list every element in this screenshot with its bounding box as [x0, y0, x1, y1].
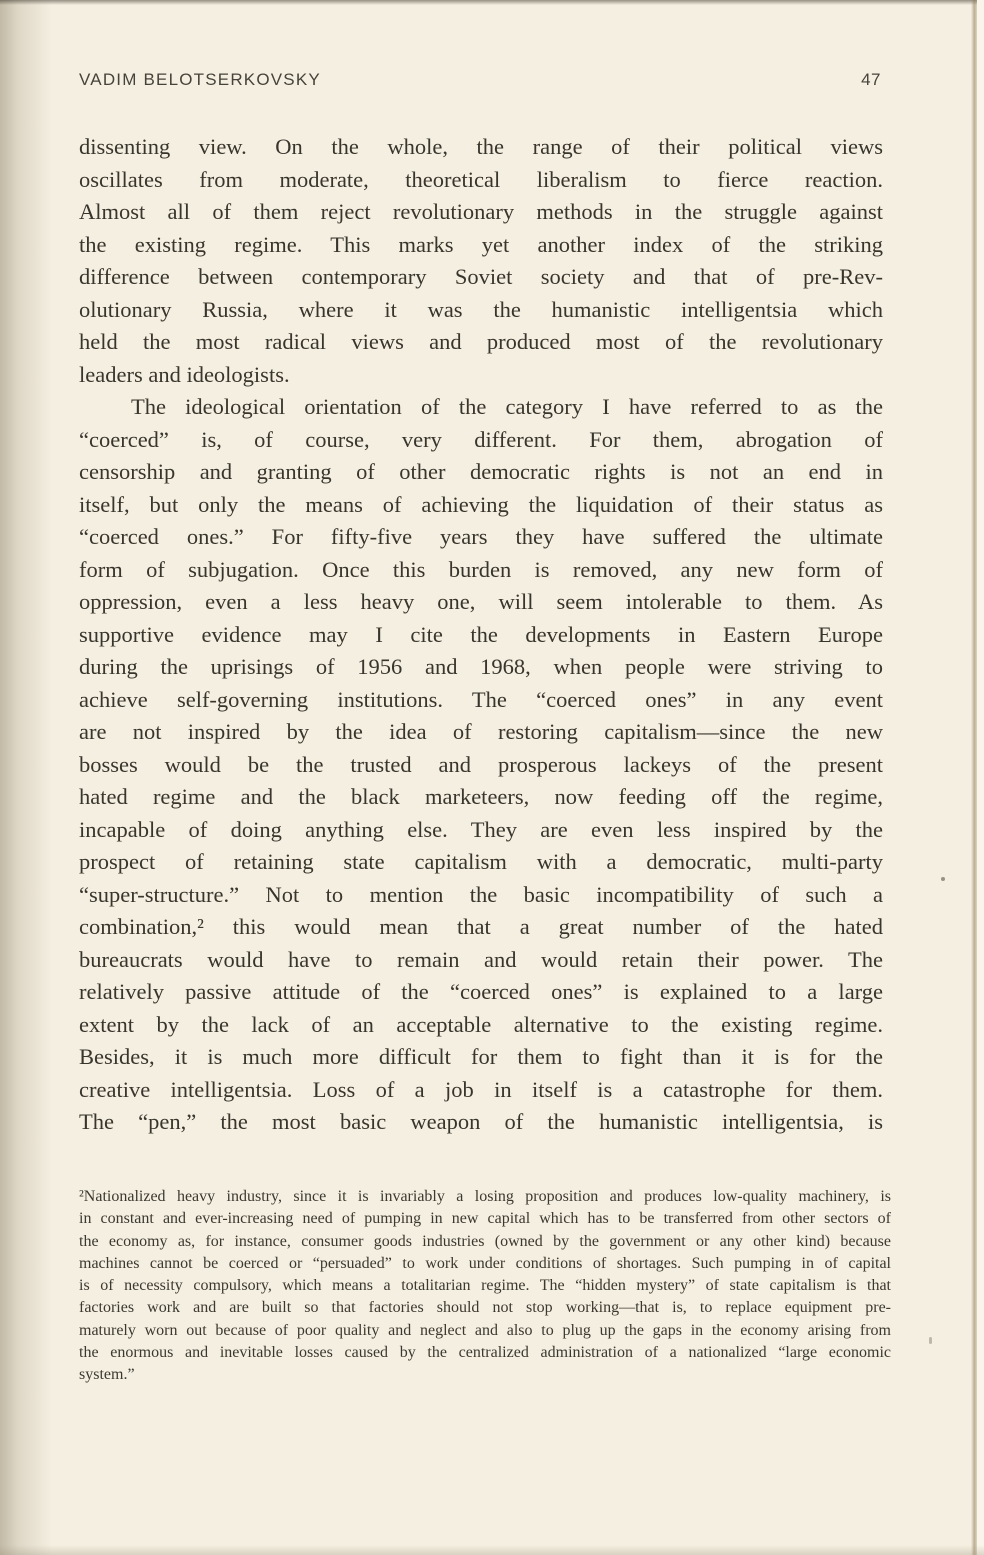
text-line: system.” — [79, 1366, 135, 1384]
text-line: ²Nationalized heavy industry, since it is invariably a losing proposition and produces low-quality machinery, is — [79, 1188, 891, 1205]
text-line: censorship and granting of other democratic rights is not an end in — [79, 459, 883, 484]
paragraph — [79, 131, 883, 391]
text-line: is of necessity compulsory, which means a totalitarian regime. The “hidden mystery” of state capitalism is that — [79, 1277, 891, 1295]
text-line: the existing regime. This marks yet another index of the striking — [79, 231, 883, 257]
text-line: oscillates from moderate, theoretical liberalism to fierce reaction. — [79, 166, 883, 192]
print-speck — [941, 877, 945, 881]
text-line: Besides, it is much more difficult for them to fight than it is for the — [79, 1044, 883, 1069]
print-speck — [929, 1337, 932, 1344]
text-line: are not inspired by the idea of restoring capitalism—since the new — [79, 719, 883, 744]
page-top-edge-shadow — [0, 0, 984, 5]
text-line: The ideological orientation of the category I have referred to as the — [131, 394, 883, 419]
author-name: VADIM BELOTSERKOVSKY — [79, 70, 321, 89]
text-line: “coerced ones.” For fifty-five years they have suffered the ultimate — [79, 524, 883, 549]
footnote-block — [79, 1186, 891, 1387]
running-header — [79, 70, 881, 90]
text-line: creative intelligentsia. Loss of a job in itself is a catastrophe for them. — [79, 1076, 883, 1102]
page-right-edge-line — [971, 0, 977, 1555]
text-line: supportive evidence may I cite the developments in Eastern Europe — [79, 621, 883, 647]
text-line: held the most radical views and produced most of the revolutionary — [79, 329, 883, 354]
text-line: itself, but only the means of achieving the liquidation of their status as — [79, 491, 883, 517]
text-line: achieve self-governing institutions. The “coerced ones” in any event — [79, 686, 883, 712]
text-line: during the uprisings of 1956 and 1968, when people were striving to — [79, 654, 883, 679]
text-line: incapable of doing anything else. They are even less inspired by the — [79, 816, 883, 842]
page-number: 47 — [861, 70, 881, 89]
text-line: the economy as, for instance, consumer goods industries (owned by the government or any other kind) because — [79, 1232, 891, 1250]
text-line: leaders and ideologists. — [79, 361, 290, 387]
text-line: form of subjugation. Once this burden is removed, any new form of — [79, 556, 883, 582]
text-line: hated regime and the black marketeers, now feeding off the regime, — [79, 784, 883, 809]
text-line: Almost all of them reject revolutionary methods in the struggle against — [79, 199, 883, 224]
text-line: The “pen,” the most basic weapon of the humanistic intelligentsia, is — [79, 1109, 883, 1134]
text-line: relatively passive attitude of the “coerced ones” is explained to a large — [79, 979, 883, 1004]
text-line: “super-structure.” Not to mention the basic incompatibility of such a — [79, 881, 883, 907]
text-line: machines cannot be coerced or “persuaded” to work under conditions of shortages. Such pumping in of capital — [79, 1254, 891, 1272]
text-line: combination,² this would mean that a great number of the hated — [79, 914, 883, 939]
text-line: factories work and are built so that factories should not stop working—that is, to replace equipment pre- — [79, 1299, 891, 1317]
page-left-edge-shadow — [0, 0, 52, 1555]
text-line: the enormous and inevitable losses caused by the centralized administration of a nationalized “large economic — [79, 1344, 891, 1362]
paragraph — [79, 391, 883, 1139]
text-line: oppression, even a less heavy one, will seem intolerable to them. As — [79, 589, 883, 614]
page-bottom-edge-shadow — [0, 1545, 984, 1555]
text-line: maturely worn out because of poor quality and neglect and also to plug up the gaps in the economy arising from — [79, 1321, 891, 1339]
text-line: bosses would be the trusted and prosperous lackeys of the present — [79, 751, 883, 777]
text-line: difference between contemporary Soviet society and that of pre-Rev- — [79, 264, 883, 289]
body-text — [79, 131, 883, 1139]
text-line: dissenting view. On the whole, the range of their political views — [79, 134, 883, 159]
text-line: bureaucrats would have to remain and would retain their power. The — [79, 946, 883, 972]
text-line: “coerced” is, of course, very different. For them, abrogation of — [79, 426, 883, 452]
footnote-text — [79, 1186, 891, 1387]
text-line: olutionary Russia, where it was the humanistic intelligentsia which — [79, 296, 883, 322]
text-line: prospect of retaining state capitalism with a democratic, multi-party — [79, 849, 883, 874]
text-line: extent by the lack of an acceptable alternative to the existing regime. — [79, 1011, 883, 1037]
text-line: in constant and ever-increasing need of pumping in new capital which has to be transferred from other sectors of — [79, 1210, 891, 1228]
page-right-edge-strip — [977, 0, 984, 1555]
